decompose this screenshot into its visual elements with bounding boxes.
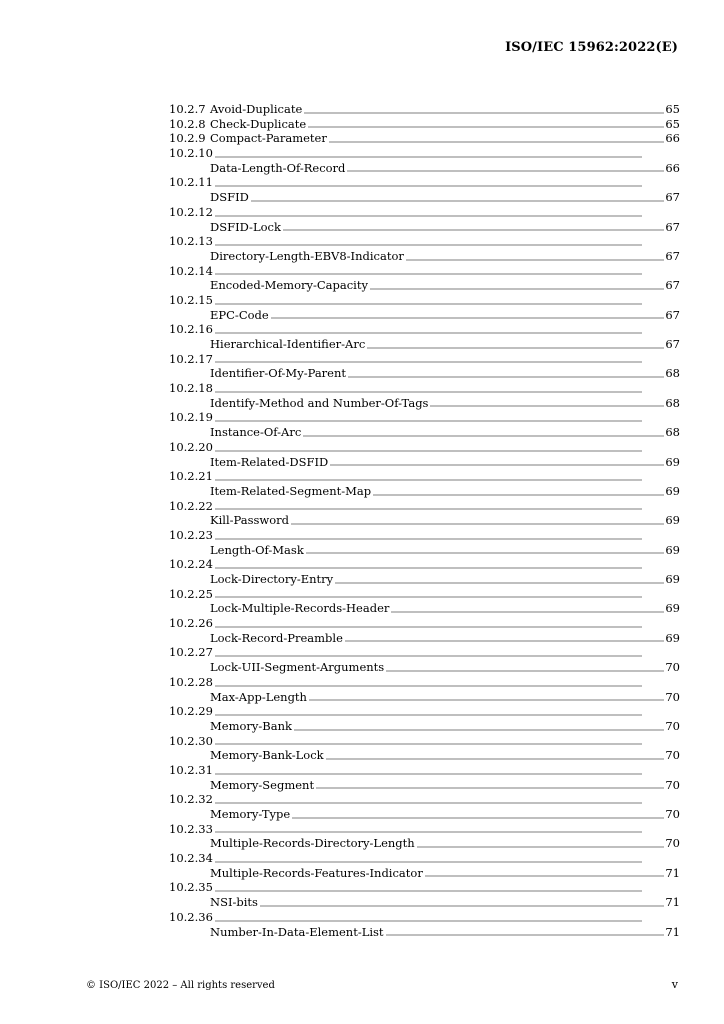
dot-leader [215,479,642,481]
toc-entry-number-line [169,792,680,807]
toc-entry-page: 68 [665,425,680,440]
toc-entry[interactable] [169,425,680,440]
toc-entry-page: 69 [665,454,680,469]
toc-entry-number-line [169,293,680,308]
toc-entry-number: 10.2.23 [169,527,213,542]
toc-entry-title: Multiple-Records-Directory-Length [210,836,415,851]
dot-leader [215,273,642,275]
toc-entry-number: 10.2.32 [169,792,213,807]
toc-entry[interactable] [169,925,680,940]
dot-leader [326,758,665,760]
toc-entry-title: Hierarchical-Identifier-Arc [210,337,366,351]
toc-entry-number: 10.2.34 [169,851,213,866]
toc-entry[interactable] [169,513,680,528]
toc-entry[interactable] [169,719,680,734]
toc-entry-number: 10.2.25 [169,586,213,601]
toc-entry-title: Avoid-Duplicate [210,102,303,116]
dot-leader [308,126,664,128]
dot-leader [425,875,665,877]
toc-entry-title: NSI-bits [210,895,258,910]
dot-leader [335,582,664,584]
dot-leader [215,861,642,863]
dot-leader [370,288,664,290]
dot-leader [294,729,664,731]
toc-entry-title: Memory-Type [210,807,291,821]
toc-entry[interactable] [169,190,680,205]
dot-leader [215,743,642,745]
toc-entry-number-line [169,499,680,514]
toc-entry-number-line [169,645,680,660]
toc-entry-page: 71 [665,895,680,910]
toc-entry-number: 10.2.20 [169,439,213,454]
toc-entry[interactable] [169,396,680,411]
toc-entry-title: Lock-Record-Preamble [210,630,343,645]
toc-entry[interactable] [169,249,680,264]
toc-entry-title: DSFID [210,190,249,205]
dot-leader [215,508,642,510]
toc-entry[interactable] [169,807,680,822]
toc-entry-title: Length-Of-Mask [210,542,304,557]
toc-entry[interactable] [169,366,680,381]
dot-leader [417,846,665,848]
dot-leader [215,361,642,363]
dot-leader [291,523,664,525]
dot-leader [215,802,642,804]
toc-entry-number: 10.2.18 [169,381,213,396]
toc-entry-page: 70 [665,718,680,733]
toc-entry-number-line [169,175,680,190]
toc-entry-number-line [169,734,680,749]
toc-entry-number-line [169,557,680,572]
toc-entry-number: 10.2.17 [169,351,213,366]
toc-entry[interactable] [169,484,680,499]
document-id-header: ISO/IEC 15962:2022(E) [505,40,678,55]
toc-entry-number-line [169,469,680,484]
toc-entry[interactable] [169,308,680,323]
toc-entry-page: 67 [665,278,680,293]
toc-entry-page: 67 [665,248,680,263]
toc-entry-title: Lock-UII-Segment-Arguments [210,660,385,675]
dot-leader [271,317,665,319]
toc-entry-title: Item-Related-DSFID [210,454,329,469]
toc-entry-number-line [169,822,680,837]
dot-leader [215,890,642,892]
dot-leader [367,347,664,349]
toc-entry-title: Max-App-Length [210,689,307,704]
toc-entry-title: Number-In-Data-Element-List [210,924,384,939]
dot-leader [283,229,664,231]
toc-entry-title: Check-Duplicate [210,116,307,131]
toc-entry[interactable] [169,836,680,851]
toc-entry-number-line [169,851,680,866]
toc-entry[interactable] [169,131,680,146]
toc-entry-title: Data-Length-Of-Record [210,160,346,175]
toc-entry-page: 70 [665,807,680,821]
dot-leader [215,626,642,628]
toc-entry-page: 70 [665,660,680,675]
dot-leader [215,420,642,422]
toc-entry-page: 67 [665,337,680,351]
toc-entry-page: 67 [665,190,680,205]
toc-entry[interactable] [169,601,680,616]
toc-entry-page: 69 [665,572,680,586]
dot-leader [406,259,664,261]
dot-leader [215,714,642,716]
dot-leader [215,685,642,687]
toc-entry-page: 68 [665,366,680,381]
toc-entry-number-line [169,528,680,543]
dot-leader [215,831,642,833]
toc-entry-title: DSFID-Lock [210,219,281,234]
dot-leader [215,920,642,922]
page-number: v [671,978,678,991]
toc-entry-number: 10.2.22 [169,498,213,513]
copyright-notice: © ISO/IEC 2022 – All rights reserved [86,980,275,991]
toc-entry-page: 70 [665,689,680,704]
toc-entry-number: 10.2.27 [169,645,213,660]
dot-leader [348,376,664,378]
toc-entry[interactable] [169,866,680,881]
toc-entry-number: 10.2.19 [169,410,213,425]
dot-leader [345,640,664,642]
toc-entry-title: Kill-Password [210,513,290,528]
dot-leader [215,450,642,452]
dot-leader [386,934,665,936]
toc-entry[interactable] [169,690,680,705]
dot-leader [330,464,664,466]
toc-entry-number-line [169,763,680,778]
dot-leader [215,303,642,305]
toc-entry-number: 10.2.12 [169,204,213,219]
toc-entry-title: Item-Related-Segment-Map [210,483,372,498]
toc-entry-page: 71 [665,865,680,880]
toc-entry-number-line [169,264,680,279]
toc-entry[interactable] [169,102,680,117]
toc-entry-page: 66 [665,160,680,175]
table-of-contents [169,102,680,939]
dot-leader [430,405,664,407]
toc-entry[interactable] [169,455,680,470]
toc-entry-number: 10.2.11 [169,175,213,190]
toc-entry-page: 65 [665,102,680,116]
toc-entry-title: Lock-Multiple-Records-Header [210,601,390,616]
toc-entry-title: Compact-Parameter [210,131,327,146]
toc-entry-title: Memory-Bank [210,718,292,733]
dot-leader [215,596,642,598]
toc-entry-page: 69 [665,483,680,498]
toc-entry-number-line [169,880,680,895]
toc-entry-title: Memory-Bank-Lock [210,748,324,763]
toc-entry-number-line [169,381,680,396]
toc-entry-number: 10.2.24 [169,557,213,572]
toc-entry-title: Multiple-Records-Features-Indicator [210,865,423,880]
toc-entry[interactable] [169,660,680,675]
toc-entry-number: 10.2.30 [169,733,213,748]
toc-entry-page: 67 [665,219,680,234]
dot-leader [215,332,642,334]
toc-entry-number-line [169,322,680,337]
toc-entry-page: 69 [665,630,680,645]
dot-leader [309,699,664,701]
toc-entry-number-line [169,440,680,455]
dot-leader [215,185,642,187]
dot-leader [215,244,642,246]
toc-entry-title: Encoded-Memory-Capacity [210,278,368,293]
toc-entry-title: Lock-Directory-Entry [210,572,334,586]
toc-entry-number: 10.2.14 [169,263,213,278]
toc-entry-number-line [169,205,680,220]
toc-entry[interactable] [169,895,680,910]
toc-entry-number: 10.2.29 [169,704,213,719]
toc-entry-number: 10.2.15 [169,292,213,307]
toc-entry-page: 70 [665,748,680,763]
toc-entry-page: 67 [665,307,680,322]
dot-leader [215,215,642,217]
toc-entry[interactable] [169,748,680,763]
toc-entry-number-line [169,234,680,249]
toc-entry[interactable] [169,220,680,235]
toc-entry-number: 10.2.35 [169,880,213,895]
toc-entry-page: 70 [665,836,680,851]
dot-leader [215,156,642,158]
dot-leader [329,141,665,143]
toc-entry[interactable] [169,278,680,293]
dot-leader [391,611,664,613]
dot-leader [316,787,664,789]
dot-leader [386,670,664,672]
toc-entry-number: 10.2.28 [169,674,213,689]
toc-entry[interactable] [169,117,680,132]
toc-entry-number: 10.2.31 [169,762,213,777]
toc-entry-number-line [169,587,680,602]
toc-entry-number-line [169,352,680,367]
toc-entry-number: 10.2.9 [169,131,206,146]
dot-leader [215,655,642,657]
dot-leader [347,170,664,172]
toc-entry-title: Instance-Of-Arc [210,425,302,440]
toc-entry-number: 10.2.8 [169,116,206,131]
toc-entry-title: Identifier-Of-My-Parent [210,366,347,381]
toc-entry[interactable] [169,161,680,176]
toc-entry-number-line [169,410,680,425]
toc-entry-page: 65 [665,116,680,131]
dot-leader [215,567,642,569]
toc-entry-number-line [169,675,680,690]
toc-entry-number: 10.2.10 [169,146,213,161]
toc-entry[interactable] [169,631,680,646]
toc-entry-title: EPC-Code [210,307,269,322]
toc-entry-page: 69 [665,542,680,557]
toc-entry-number-line [169,704,680,719]
toc-entry-title: Memory-Segment [210,777,315,792]
toc-entry-number-line [169,910,680,925]
toc-entry[interactable] [169,572,680,587]
dot-leader [215,538,642,540]
toc-entry[interactable] [169,337,680,352]
dot-leader [303,435,664,437]
toc-entry-number: 10.2.33 [169,821,213,836]
dot-leader [306,552,665,554]
toc-entry-title: Identify-Method and Number-Of-Tags [210,395,429,410]
dot-leader [215,773,642,775]
toc-entry[interactable] [169,778,680,793]
toc-entry-number: 10.2.21 [169,469,213,484]
toc-entry-page: 66 [665,131,680,146]
dot-leader [304,112,664,114]
toc-entry-number-line [169,616,680,631]
toc-entry-title: Directory-Length-EBV8-Indicator [210,248,404,263]
toc-entry-page: 68 [665,395,680,410]
toc-entry-number: 10.2.16 [169,322,213,337]
toc-entry-page: 71 [665,924,680,939]
toc-entry-number: 10.2.36 [169,909,213,924]
toc-entry-number: 10.2.7 [169,102,206,116]
dot-leader [292,817,664,819]
toc-entry-page: 69 [665,513,680,528]
toc-entry-page: 70 [665,777,680,792]
toc-entry-number: 10.2.26 [169,616,213,631]
toc-entry[interactable] [169,543,680,558]
toc-entry-page: 69 [665,601,680,616]
toc-entry-number: 10.2.13 [169,234,213,249]
dot-leader [373,494,664,496]
dot-leader [251,200,665,202]
toc-entry-number-line [169,146,680,161]
dot-leader [215,391,642,393]
dot-leader [260,905,664,907]
